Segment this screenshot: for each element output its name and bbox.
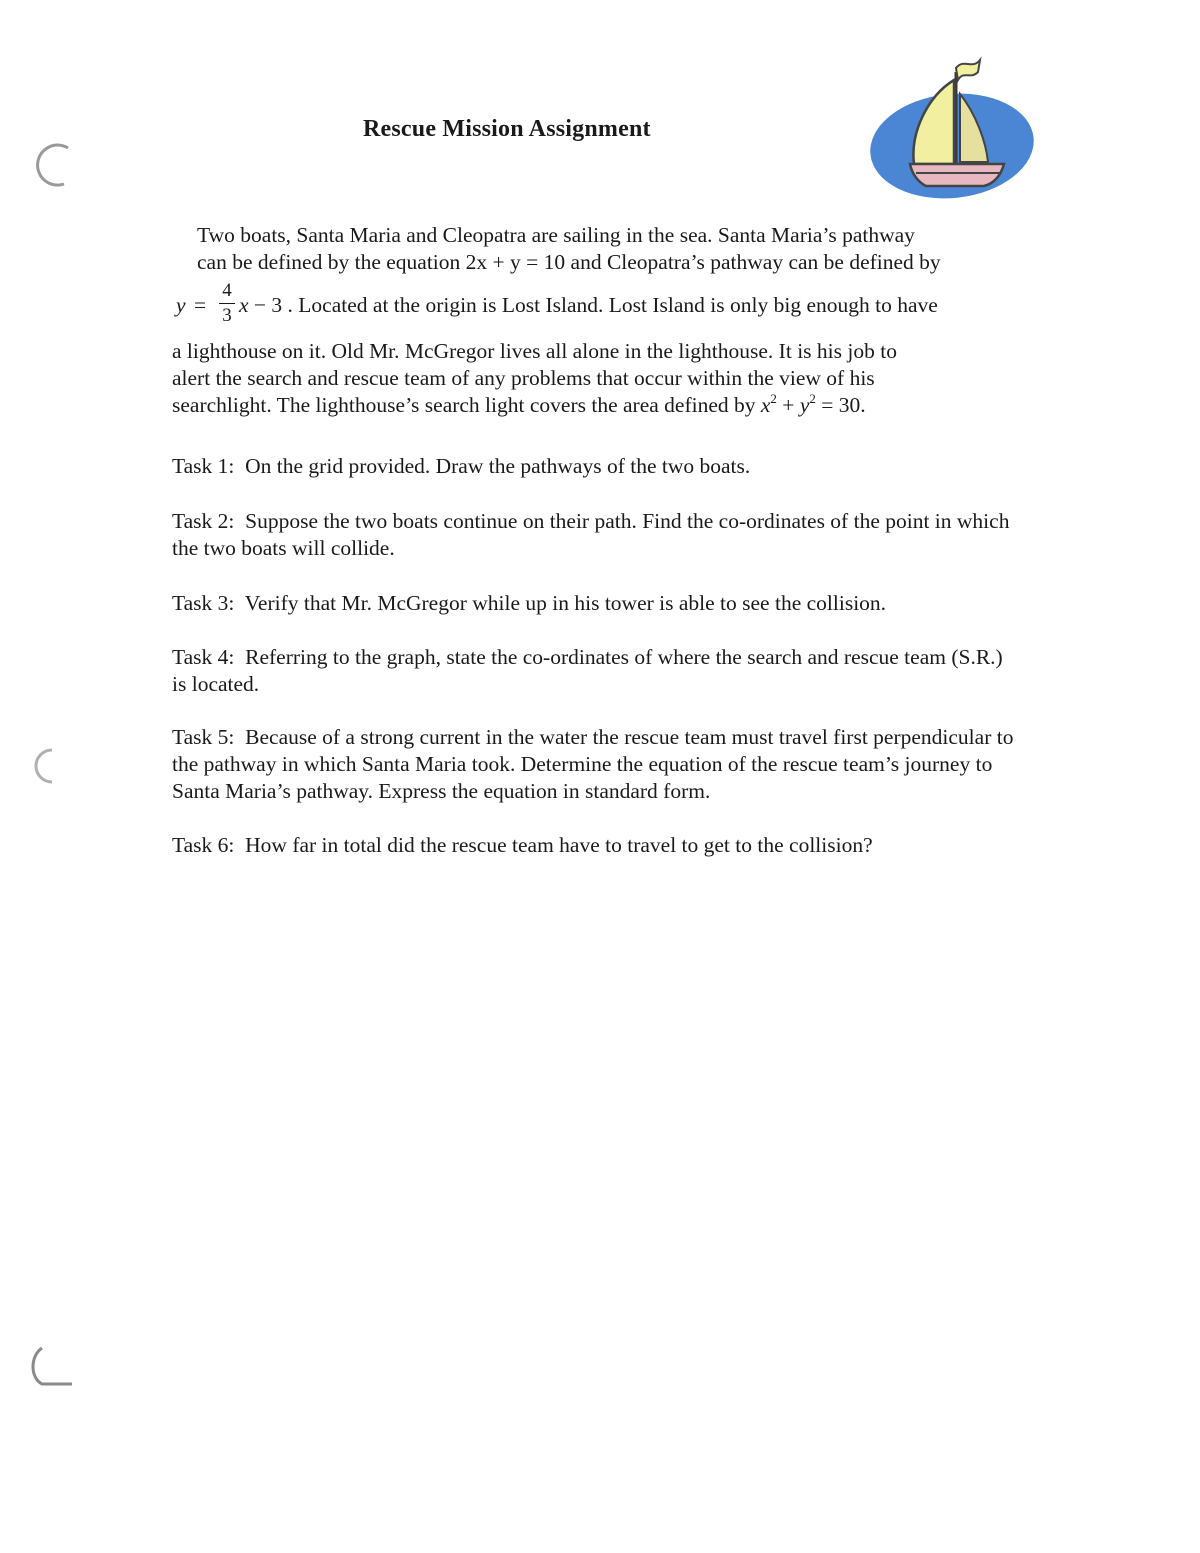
task-4 bbox=[172, 644, 1022, 698]
task-6 bbox=[172, 832, 1022, 859]
task-text: Verify that Mr. McGregor while up in his tower is able to see the collision. bbox=[244, 591, 887, 615]
task-5 bbox=[172, 724, 1022, 805]
equation-equals: = bbox=[194, 293, 207, 317]
binder-hole-icon bbox=[26, 742, 76, 792]
circle-end: = 30. bbox=[815, 393, 866, 417]
intro-line: searchlight. The lighthouse’s search light covers the area defined by bbox=[172, 393, 761, 417]
task-label: Task 4: bbox=[172, 645, 246, 669]
equation-variable: y bbox=[176, 293, 186, 317]
fraction-numerator: 4 bbox=[222, 280, 232, 301]
equation-tail: − 3 . Located at the origin is Lost Island. Lost Island is only big enough to have bbox=[248, 293, 938, 317]
circle-exponent: 2 bbox=[770, 391, 777, 406]
task-text: How far in total did the rescue team have to travel to get to the collision? bbox=[245, 833, 873, 857]
task-label: Task 2: bbox=[172, 509, 246, 533]
task-label: Task 5: bbox=[172, 725, 246, 749]
binder-hole-icon bbox=[26, 1342, 76, 1392]
equation-x: x bbox=[239, 293, 249, 317]
circle-y: y bbox=[799, 393, 810, 417]
intro-line: Two boats, Santa Maria and Cleopatra are sailing in the sea. Santa Maria’s pathway bbox=[197, 223, 915, 247]
task-2 bbox=[172, 508, 1022, 562]
task-3 bbox=[172, 590, 1022, 617]
intro-paragraph-continued bbox=[172, 338, 1022, 419]
circle-x: x bbox=[760, 393, 771, 417]
task-label: Task 3: bbox=[172, 591, 245, 615]
task-text: Because of a strong current in the water the rescue team must travel first perpendicular to the pathway in which Santa Maria took. Determine the equation of the rescue team’s journey to Santa Maria’s pathway. Express the equation in standard form. bbox=[172, 725, 1014, 803]
fraction-denominator: 3 bbox=[222, 305, 232, 326]
intro-paragraph bbox=[172, 222, 1022, 276]
intro-line: alert the search and rescue team of any problems that occur within the view of his bbox=[172, 366, 875, 390]
task-text: Referring to the graph, state the co-ordinates of where the search and rescue team (S.R.) is located. bbox=[172, 645, 1003, 696]
intro-line: a lighthouse on it. Old Mr. McGregor lives all alone in the lighthouse. It is his job to bbox=[172, 339, 897, 363]
intro-line-circle bbox=[172, 392, 1022, 419]
equation-continuation bbox=[239, 293, 938, 318]
circle-exponent: 2 bbox=[809, 391, 816, 406]
equation-fraction bbox=[217, 280, 237, 327]
task-text: Suppose the two boats continue on their path. Find the co-ordinates of the point in which the two boats will collide. bbox=[172, 509, 1010, 560]
circle-plus: + bbox=[776, 393, 800, 417]
intro-line: can be defined by the equation 2x + y = 10 and Cleopatra’s pathway can be defined by bbox=[197, 250, 941, 274]
task-text: On the grid provided. Draw the pathways of the two boats. bbox=[245, 454, 751, 478]
cleopatra-equation-line bbox=[172, 280, 1032, 336]
sailboat-icon bbox=[868, 52, 1036, 202]
task-label: Task 6: bbox=[172, 833, 246, 857]
task-label: Task 1: bbox=[172, 454, 246, 478]
task-1 bbox=[172, 453, 1022, 480]
page-title: Rescue Mission Assignment bbox=[363, 116, 651, 142]
binder-hole-icon bbox=[24, 140, 74, 190]
fraction-bar bbox=[219, 303, 235, 304]
